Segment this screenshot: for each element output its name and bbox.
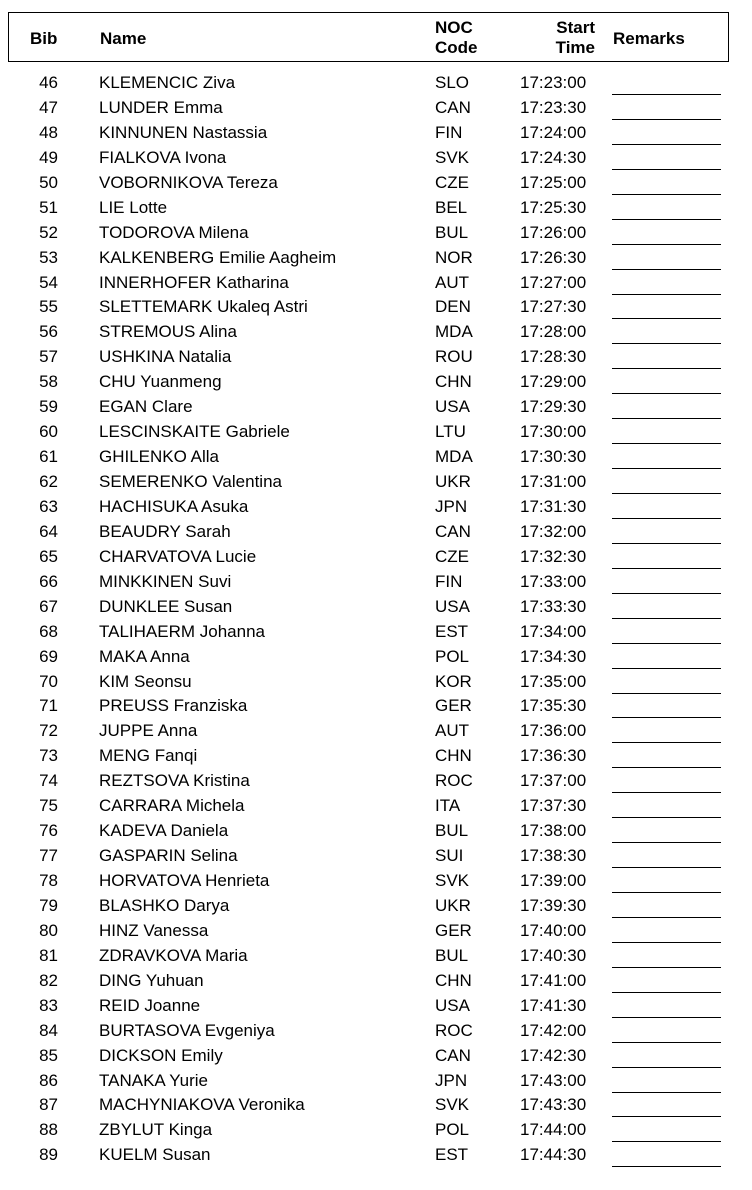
remarks-line — [612, 443, 721, 444]
noc-code-cell: SVK — [435, 147, 470, 167]
remarks-line — [612, 643, 721, 644]
header-name: Name — [100, 29, 147, 48]
bib-cell: 89 — [39, 1145, 58, 1165]
table-row — [0, 620, 752, 645]
start-time-cell: 17:35:00 — [520, 671, 587, 691]
table-row — [0, 969, 752, 994]
athlete-name-cell: BEAUDRY Sarah — [99, 521, 231, 541]
table-row — [0, 794, 752, 819]
noc-code-cell: DEN — [435, 297, 471, 317]
table-row — [0, 645, 752, 670]
remarks-line — [612, 1166, 721, 1167]
remarks-line — [612, 343, 721, 344]
bib-cell: 47 — [39, 97, 58, 117]
bib-cell: 75 — [39, 796, 58, 816]
noc-code-cell: POL — [435, 646, 470, 666]
athlete-name-cell: LESCINSKAITE Gabriele — [99, 422, 290, 442]
athlete-name-cell: INNERHOFER Katharina — [99, 272, 289, 292]
athlete-name-cell: TODOROVA Milena — [99, 222, 249, 242]
remarks-line — [612, 1067, 721, 1068]
remarks-line — [612, 942, 721, 943]
start-time-cell: 17:30:30 — [520, 447, 587, 467]
start-time-cell: 17:39:00 — [520, 871, 587, 890]
start-time-cell: 17:37:30 — [520, 796, 587, 816]
remarks-line — [612, 593, 721, 594]
start-time-cell: 17:42:30 — [520, 1045, 587, 1065]
remarks-line — [612, 1042, 721, 1043]
table-row — [0, 495, 752, 520]
start-time-cell: 17:33:00 — [520, 571, 587, 591]
remarks-line — [612, 867, 721, 868]
start-time-cell: 17:37:00 — [520, 771, 587, 791]
noc-code-cell: NOR — [435, 247, 473, 267]
bib-cell: 87 — [39, 1095, 58, 1115]
start-time-cell: 17:29:30 — [520, 397, 587, 417]
athlete-name-cell: KADEVA Daniela — [99, 821, 229, 841]
start-time-cell: 17:40:30 — [520, 945, 587, 965]
start-time-cell: 17:28:30 — [520, 347, 587, 367]
athlete-name-cell: PREUSS Franziska — [99, 696, 248, 716]
noc-code-cell: USA — [435, 995, 470, 1015]
start-time-cell: 17:32:30 — [520, 546, 587, 566]
table-row — [0, 919, 752, 944]
remarks-line — [612, 418, 721, 419]
bib-cell: 84 — [39, 1020, 58, 1040]
table-row — [0, 71, 752, 96]
athlete-name-cell: ZBYLUT Kinga — [99, 1120, 213, 1140]
remarks-line — [612, 1141, 721, 1142]
athlete-name-cell: JUPPE Anna — [99, 721, 198, 741]
start-time-cell: 17:29:00 — [520, 372, 587, 392]
noc-code-cell: UKR — [435, 472, 471, 491]
start-time-cell: 17:24:00 — [520, 122, 587, 142]
noc-code-cell: BUL — [435, 945, 469, 965]
athlete-name-cell: GASPARIN Selina — [99, 846, 238, 866]
bib-cell: 79 — [39, 895, 58, 915]
header-start-time — [509, 18, 595, 58]
bib-cell: 52 — [39, 222, 58, 242]
athlete-name-cell: MAKA Anna — [99, 646, 190, 666]
table-row — [0, 769, 752, 794]
table-row — [0, 146, 752, 171]
start-time-cell: 17:23:30 — [520, 97, 587, 117]
table-row — [0, 994, 752, 1019]
noc-code-cell: USA — [435, 397, 470, 417]
bib-cell: 53 — [39, 247, 58, 267]
start-list — [0, 71, 752, 1168]
bib-cell: 50 — [39, 172, 58, 192]
noc-code-cell: CZE — [435, 172, 469, 192]
table-row — [0, 96, 752, 121]
remarks-line — [612, 693, 721, 694]
bib-cell: 54 — [39, 272, 58, 292]
remarks-line — [612, 817, 721, 818]
bib-cell: 78 — [39, 871, 58, 890]
header-time-line1: Start — [556, 18, 595, 37]
athlete-name-cell: LIE Lotte — [99, 197, 168, 217]
noc-code-cell: GER — [435, 696, 472, 716]
table-row — [0, 595, 752, 620]
athlete-name-cell: REZTSOVA Kristina — [99, 771, 250, 791]
bib-cell: 65 — [39, 546, 58, 566]
athlete-name-cell: DING Yuhuan — [99, 970, 204, 990]
noc-code-cell: ROU — [435, 347, 473, 367]
table-row — [0, 719, 752, 744]
start-time-cell: 17:44:00 — [520, 1120, 587, 1140]
remarks-line — [612, 668, 721, 669]
bib-cell: 86 — [39, 1070, 58, 1090]
remarks-line — [612, 294, 721, 295]
remarks-line — [612, 618, 721, 619]
athlete-name-cell: HORVATOVA Henrieta — [99, 871, 270, 890]
table-header — [8, 12, 729, 62]
start-time-cell: 17:25:00 — [520, 172, 587, 192]
remarks-line — [612, 119, 721, 120]
table-row — [0, 370, 752, 395]
athlete-name-cell: GHILENKO Alla — [99, 447, 219, 467]
bib-cell: 51 — [39, 197, 58, 217]
noc-code-cell: AUT — [435, 272, 469, 292]
start-time-cell: 17:32:00 — [520, 521, 587, 541]
bib-cell: 55 — [39, 297, 58, 317]
noc-code-cell: KOR — [435, 671, 472, 691]
remarks-line — [612, 518, 721, 519]
table-row — [0, 121, 752, 146]
bib-cell: 58 — [39, 372, 58, 392]
table-row — [0, 246, 752, 271]
remarks-line — [612, 742, 721, 743]
bib-cell: 64 — [39, 521, 58, 541]
start-time-cell: 17:27:30 — [520, 297, 587, 317]
noc-code-cell: SLO — [435, 73, 470, 92]
bib-cell: 63 — [39, 496, 58, 516]
start-time-cell: 17:36:00 — [520, 721, 587, 741]
noc-code-cell: CHN — [435, 746, 472, 766]
header-noc-line2: Code — [435, 38, 478, 57]
noc-code-cell: CAN — [435, 521, 471, 541]
athlete-name-cell: TALIHAERM Johanna — [99, 621, 265, 641]
remarks-line — [612, 792, 721, 793]
table-row — [0, 1044, 752, 1069]
table-row — [0, 670, 752, 695]
noc-code-cell: LTU — [435, 422, 466, 442]
bib-cell: 49 — [39, 147, 58, 167]
noc-code-cell: SVK — [435, 871, 470, 890]
start-time-cell: 17:34:30 — [520, 646, 587, 666]
athlete-name-cell: TANAKA Yurie — [99, 1070, 208, 1090]
bib-cell: 61 — [39, 447, 58, 467]
athlete-name-cell: SEMERENKO Valentina — [99, 472, 282, 491]
start-time-cell: 17:30:00 — [520, 422, 587, 442]
remarks-line — [612, 169, 721, 170]
remarks-line — [612, 269, 721, 270]
start-time-cell: 17:41:30 — [520, 995, 587, 1015]
athlete-name-cell: STREMOUS Alina — [99, 322, 237, 342]
start-time-cell: 17:40:00 — [520, 920, 587, 940]
header-noc-code — [435, 18, 495, 58]
bib-cell: 70 — [39, 671, 58, 691]
table-row — [0, 271, 752, 296]
header-noc-line1: NOC — [435, 18, 473, 37]
table-row — [0, 520, 752, 545]
table-row — [0, 171, 752, 196]
table-row — [0, 295, 752, 320]
bib-cell: 81 — [39, 945, 58, 965]
bib-cell: 77 — [39, 846, 58, 866]
noc-code-cell: FIN — [435, 122, 463, 142]
start-time-cell: 17:39:30 — [520, 895, 587, 915]
table-row — [0, 1019, 752, 1044]
bib-cell: 57 — [39, 347, 58, 367]
remarks-line — [612, 568, 721, 569]
table-row — [0, 320, 752, 345]
noc-code-cell: CAN — [435, 1045, 471, 1065]
table-row — [0, 470, 752, 495]
table-row — [0, 744, 752, 769]
remarks-line — [612, 194, 721, 195]
start-time-cell: 17:26:00 — [520, 222, 587, 242]
start-time-cell: 17:41:00 — [520, 970, 587, 990]
table-row — [0, 819, 752, 844]
noc-code-cell: EST — [435, 621, 469, 641]
remarks-line — [612, 543, 721, 544]
athlete-name-cell: HINZ Vanessa — [99, 920, 209, 940]
noc-code-cell: CHN — [435, 372, 472, 392]
bib-cell: 80 — [39, 920, 58, 940]
noc-code-cell: SVK — [435, 1095, 470, 1115]
bib-cell: 73 — [39, 746, 58, 766]
athlete-name-cell: MACHYNIAKOVA Veronika — [99, 1095, 305, 1115]
table-row — [0, 420, 752, 445]
remarks-line — [612, 717, 721, 718]
bib-cell: 88 — [39, 1120, 58, 1140]
noc-code-cell: FIN — [435, 571, 463, 591]
noc-code-cell: BUL — [435, 821, 469, 841]
bib-cell: 62 — [39, 472, 58, 491]
athlete-name-cell: KLEMENCIC Ziva — [99, 73, 236, 92]
start-time-cell: 17:36:30 — [520, 746, 587, 766]
start-time-cell: 17:38:00 — [520, 821, 587, 841]
bib-cell: 69 — [39, 646, 58, 666]
table-row — [0, 1118, 752, 1143]
bib-cell: 85 — [39, 1045, 58, 1065]
start-time-cell: 17:23:00 — [520, 73, 587, 92]
remarks-line — [612, 992, 721, 993]
header-remarks: Remarks — [613, 29, 685, 48]
remarks-line — [612, 1017, 721, 1018]
start-time-cell: 17:26:30 — [520, 247, 587, 267]
remarks-line — [612, 1116, 721, 1117]
remarks-line — [612, 892, 721, 893]
remarks-line — [612, 368, 721, 369]
athlete-name-cell: CHARVATOVA Lucie — [99, 546, 257, 566]
athlete-name-cell: CHU Yuanmeng — [99, 372, 222, 392]
start-time-cell: 17:33:30 — [520, 596, 587, 616]
athlete-name-cell: SLETTEMARK Ukaleq Astri — [99, 297, 308, 317]
noc-code-cell: JPN — [435, 496, 468, 516]
athlete-name-cell: MINKKINEN Suvi — [99, 571, 232, 591]
table-row — [0, 196, 752, 221]
noc-code-cell: CAN — [435, 97, 471, 117]
remarks-line — [612, 842, 721, 843]
athlete-name-cell: DICKSON Emily — [99, 1045, 223, 1065]
bib-cell: 66 — [39, 571, 58, 591]
remarks-line — [612, 767, 721, 768]
noc-code-cell: UKR — [435, 895, 471, 915]
remarks-line — [612, 244, 721, 245]
table-row — [0, 345, 752, 370]
bib-cell: 59 — [39, 397, 58, 417]
athlete-name-cell: BURTASOVA Evgeniya — [99, 1020, 275, 1040]
athlete-name-cell: FIALKOVA Ivona — [99, 147, 227, 167]
remarks-line — [612, 318, 721, 319]
bib-cell: 74 — [39, 771, 58, 791]
table-row — [0, 221, 752, 246]
noc-code-cell: ROC — [435, 1020, 473, 1040]
start-time-cell: 17:35:30 — [520, 696, 587, 716]
noc-code-cell: BUL — [435, 222, 469, 242]
bib-cell: 76 — [39, 821, 58, 841]
remarks-line — [612, 94, 721, 95]
athlete-name-cell: BLASHKO Darya — [99, 895, 230, 915]
bib-cell: 68 — [39, 621, 58, 641]
remarks-line — [612, 219, 721, 220]
noc-code-cell: CZE — [435, 546, 469, 566]
start-time-cell: 17:25:30 — [520, 197, 587, 217]
start-time-cell: 17:42:00 — [520, 1020, 587, 1040]
athlete-name-cell: DUNKLEE Susan — [99, 596, 233, 616]
noc-code-cell: MDA — [435, 447, 473, 467]
table-row — [0, 570, 752, 595]
table-row — [0, 445, 752, 470]
bib-cell: 56 — [39, 322, 58, 342]
header-time-line2: Time — [555, 38, 595, 57]
bib-cell: 67 — [39, 596, 58, 616]
noc-code-cell: ROC — [435, 771, 473, 791]
table-row — [0, 869, 752, 894]
athlete-name-cell: USHKINA Natalia — [99, 347, 232, 367]
athlete-name-cell: KIM Seonsu — [99, 671, 192, 691]
remarks-line — [612, 393, 721, 394]
noc-code-cell: JPN — [435, 1070, 468, 1090]
start-time-cell: 17:43:30 — [520, 1095, 587, 1115]
noc-code-cell: USA — [435, 596, 470, 616]
athlete-name-cell: ZDRAVKOVA Maria — [99, 945, 248, 965]
table-row — [0, 694, 752, 719]
start-time-cell: 17:31:30 — [520, 496, 587, 516]
remarks-line — [612, 493, 721, 494]
remarks-line — [612, 917, 721, 918]
bib-cell: 46 — [39, 73, 58, 92]
athlete-name-cell: KUELM Susan — [99, 1145, 211, 1165]
noc-code-cell: BEL — [435, 197, 468, 217]
bib-cell: 72 — [39, 721, 58, 741]
athlete-name-cell: REID Joanne — [99, 995, 201, 1015]
table-row — [0, 395, 752, 420]
noc-code-cell: POL — [435, 1120, 470, 1140]
start-time-cell: 17:31:00 — [520, 472, 587, 491]
remarks-line — [612, 144, 721, 145]
noc-code-cell: MDA — [435, 322, 473, 342]
start-time-cell: 17:44:30 — [520, 1145, 587, 1165]
table-row — [0, 944, 752, 969]
table-row — [0, 1093, 752, 1118]
start-time-cell: 17:34:00 — [520, 621, 587, 641]
athlete-name-cell: CARRARA Michela — [99, 796, 245, 816]
noc-code-cell: AUT — [435, 721, 469, 741]
start-time-cell: 17:43:00 — [520, 1070, 587, 1090]
bib-cell: 71 — [39, 696, 58, 716]
start-time-cell: 17:24:30 — [520, 147, 587, 167]
noc-code-cell: EST — [435, 1145, 469, 1165]
header-bib: Bib — [30, 29, 58, 48]
remarks-line — [612, 967, 721, 968]
bib-cell: 83 — [39, 995, 58, 1015]
bib-cell: 60 — [39, 422, 58, 442]
athlete-name-cell: KALKENBERG Emilie Aagheim — [99, 247, 337, 267]
athlete-name-cell: LUNDER Emma — [99, 97, 223, 117]
start-time-cell: 17:28:00 — [520, 322, 587, 342]
athlete-name-cell: HACHISUKA Asuka — [99, 496, 249, 516]
noc-code-cell: GER — [435, 920, 472, 940]
table-row — [0, 844, 752, 869]
table-row — [0, 1069, 752, 1094]
noc-code-cell: ITA — [435, 796, 461, 816]
table-row — [0, 894, 752, 919]
start-time-cell: 17:38:30 — [520, 846, 587, 866]
bib-cell: 48 — [39, 122, 58, 142]
bib-cell: 82 — [39, 970, 58, 990]
start-time-cell: 17:27:00 — [520, 272, 587, 292]
remarks-line — [612, 468, 721, 469]
athlete-name-cell: MENG Fanqi — [99, 746, 198, 766]
table-row — [0, 545, 752, 570]
noc-code-cell: SUI — [435, 846, 464, 866]
table-row — [0, 1143, 752, 1168]
remarks-line — [612, 1092, 721, 1093]
athlete-name-cell: EGAN Clare — [99, 397, 193, 417]
noc-code-cell: CHN — [435, 970, 472, 990]
athlete-name-cell: VOBORNIKOVA Tereza — [99, 172, 278, 192]
athlete-name-cell: KINNUNEN Nastassia — [99, 122, 268, 142]
